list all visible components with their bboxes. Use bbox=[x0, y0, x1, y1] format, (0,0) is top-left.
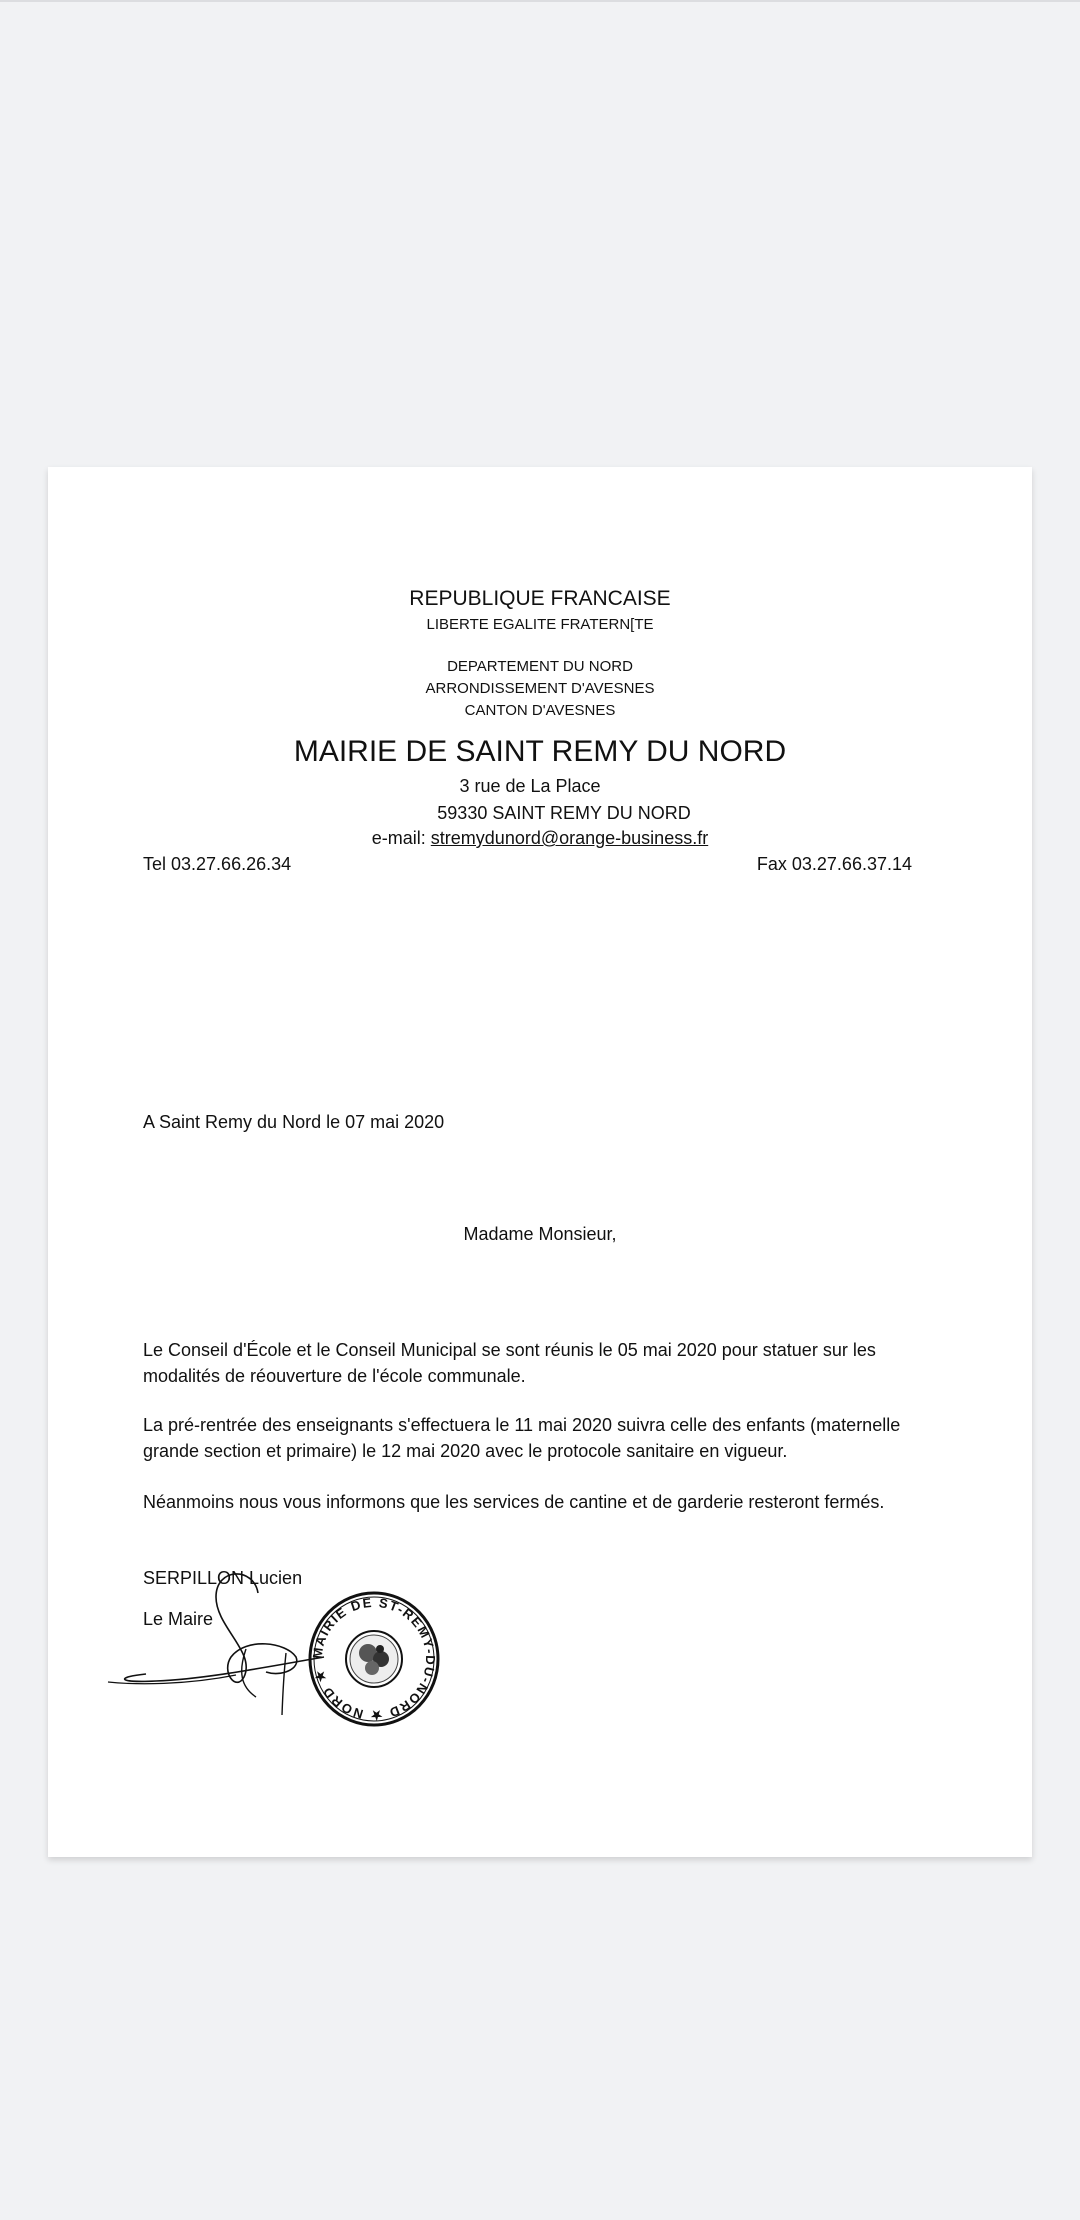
handwritten-signature bbox=[96, 1557, 326, 1717]
arrondissement-line: ARRONDISSEMENT D'AVESNES bbox=[425, 680, 655, 697]
top-edge-line bbox=[0, 0, 1080, 2]
email-link[interactable]: stremydunord@orange-business.fr bbox=[430, 828, 709, 848]
municipal-stamp-seal bbox=[304, 1589, 444, 1729]
email-line bbox=[48, 828, 1032, 849]
republic-heading: REPUBLIQUE FRANCAISE bbox=[409, 587, 671, 610]
mairie-title: MAIRIE DE SAINT REMY DU NORD bbox=[293, 735, 787, 768]
department-line: DEPARTEMENT DU NORD bbox=[447, 658, 633, 675]
signatory-name: SERPILLON Lucien bbox=[143, 1568, 303, 1588]
place-and-date: A Saint Remy du Nord le 07 mai 2020 bbox=[143, 1112, 445, 1132]
address-line-2: 59330 SAINT REMY DU NORD bbox=[437, 803, 691, 823]
paragraph-meeting: Le Conseil d'École et le Conseil Municipal se sont réunis le 05 mai 2020 pour statuer sur les modalités de réouverture de l'école communale. bbox=[143, 1340, 876, 1386]
paragraph-reopening: La pré-rentrée des enseignants s'effectuera le 11 mai 2020 suivra celle des enfants (maternelle grande section et primaire) le 12 mai 2020 avec le protocole sanitaire en vigueur. bbox=[143, 1415, 901, 1461]
national-motto: LIBERTE EGALITE FRATERN[TE bbox=[426, 616, 654, 633]
document-page bbox=[48, 467, 1032, 1857]
email-label: e-mail: bbox=[371, 828, 431, 848]
greeting: Madame Monsieur, bbox=[463, 1224, 617, 1244]
paragraph-services-closed: Néanmoins nous vous informons que les services de cantine et de garderie resteront fermés. bbox=[143, 1492, 885, 1512]
canton-line: CANTON D'AVESNES bbox=[464, 702, 616, 719]
address-line-1: 3 rue de La Place bbox=[459, 776, 601, 796]
fax-number: Fax 03.27.66.37.14 bbox=[756, 854, 912, 874]
telephone-number: Tel 03.27.66.26.34 bbox=[143, 854, 292, 874]
svg-text:MAIRIE DE ST-REMY-DU-NORD ★ NO: MAIRIE DE ST-REMY-DU-NORD ★ NORD ★ bbox=[309, 1594, 439, 1724]
administrative-block bbox=[48, 656, 1032, 722]
signatory-title: Le Maire bbox=[143, 1609, 214, 1629]
